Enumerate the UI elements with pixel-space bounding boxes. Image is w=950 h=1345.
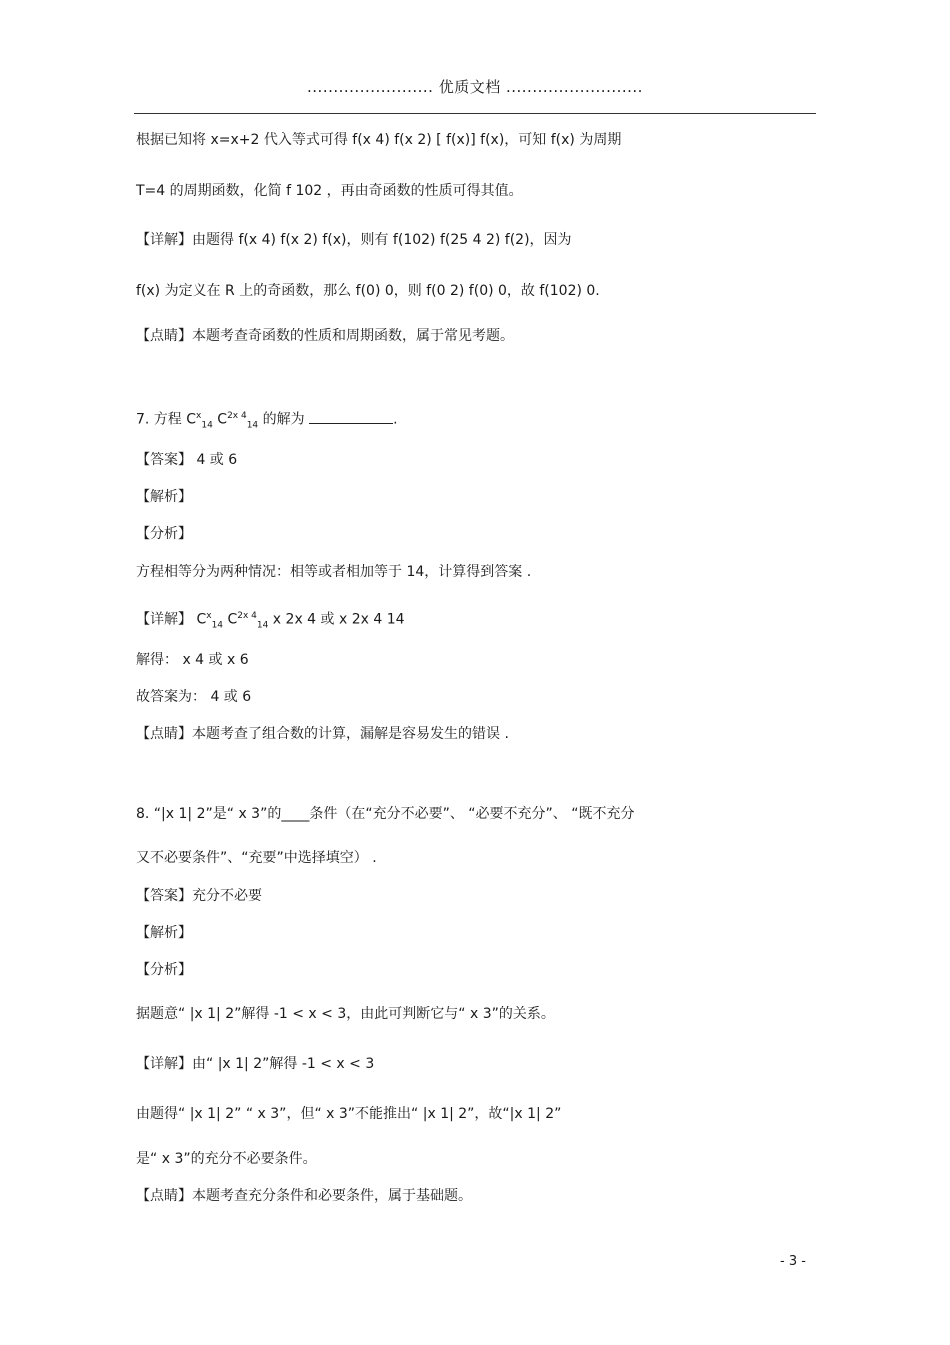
q7-detail [136,606,816,635]
q8-reason-line2: 是“ x 3”的充分不必要条件。 [136,1151,317,1167]
q7-stem-prefix: 7. 方程 C [136,411,197,428]
q7-detail-sub1: 14 [211,620,224,631]
q7-answer-blank [309,411,393,424]
q7-sub1: 14 [201,420,213,431]
q7-detail-mid: C [227,611,238,628]
q6-detail-line1: 【详解】由题得 f(x 4) f(x 2) f(x)，则有 f(102) f(25 4 2) f(2)，因为 [136,232,572,248]
q8-stem-line2: 又不必要条件”、“充要”中选择填空） . [136,850,377,866]
q7-answer: 【答案】 4 或 6 [136,452,238,468]
q7-detail-suffix: x 2x 4 或 x 2x 4 14 [272,611,405,628]
q8-detail: 【详解】由“ |x 1| 2”解得 -1 < x < 3 [136,1056,375,1072]
q7-analysis: 方程相等分为两种情况：相等或者相加等于 14，计算得到答案 . [136,564,532,580]
q7-detail-sup2: 2x 4 [237,611,257,621]
q7-sub2: 14 [246,420,259,431]
q8-fenxi-heading: 【分析】 [136,962,192,978]
q8-jiexi-heading: 【解析】 [136,925,192,941]
q7-fenxi-heading: 【分析】 [136,526,192,542]
q7-sup1: x [196,411,202,421]
q7-stem-end: . [393,411,398,428]
q8-stem-line1: 8. “|x 1| 2”是“ x 3”的____条件（在“充分不必要”、 “必要不充分”、 “既不充分 [136,806,635,822]
page-header: ........................ 优质文档 .......................... [307,78,643,96]
q7-stem-mid: C [217,411,228,428]
q7-detail-sup1: x [206,611,212,621]
q7-detail-prefix: 【详解】 C [136,611,207,628]
q8-note: 【点睛】本题考查充分条件和必要条件，属于基础题。 [136,1188,472,1204]
q7-stem-suffix: 的解为 [262,411,305,428]
q7-jiexi-heading: 【解析】 [136,489,192,505]
q6-analysis-line2: T=4 的周期函数，化简 f 102 ，再由奇函数的性质可得其值。 [136,183,523,199]
q8-answer: 【答案】充分不必要 [136,888,262,904]
q7-solve: 解得： x 4 或 x 6 [136,652,249,668]
q6-analysis-line1: 根据已知将 x=x+2 代入等式可得 f(x 4) f(x 2) [ f(x)] f(x)，可知 f(x) 为周期 [136,132,622,148]
q7-note: 【点睛】本题考查了组合数的计算，漏解是容易发生的错误 . [136,726,509,742]
q7-detail-sub2: 14 [256,620,269,631]
page-number: - 3 - [780,1254,806,1269]
q7-stem [136,406,816,435]
q8-analysis: 据题意“ |x 1| 2”解得 -1 < x < 3，由此可判断它与“ x 3”的关系。 [136,1006,555,1022]
q6-note: 【点睛】本题考查奇函数的性质和周期函数，属于常见考题。 [136,328,514,344]
q8-reason-line1: 由题得“ |x 1| 2” “ x 3”，但“ x 3”不能推出“ |x 1| 2”，故“|x 1| 2” [136,1106,562,1122]
header-rule [134,113,816,114]
q6-detail-line2: f(x) 为定义在 R 上的奇函数，那么 f(0) 0，则 f(0 2) f(0) 0，故 f(102) 0. [136,283,600,299]
q7-final: 故答案为： 4 或 6 [136,689,252,705]
q7-sup2: 2x 4 [227,411,247,421]
